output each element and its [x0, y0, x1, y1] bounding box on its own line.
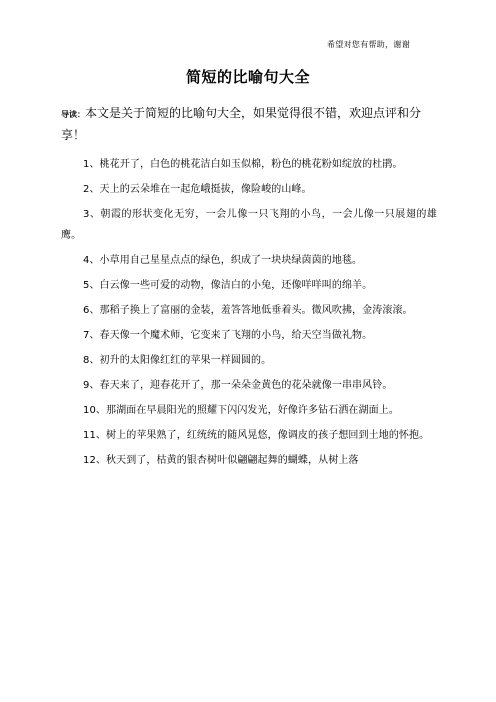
list-item: 3、朝霞的形状变化无穷，一会儿像一只飞翔的小鸟，一会儿像一只展翅的雄鹰。 [61, 209, 437, 241]
header-note: 希望对您有帮助，谢谢 [327, 40, 410, 49]
list-item: 1、桃花开了，白色的桃花洁白如玉似棉，粉色的桃花粉如绽放的杜鹃。 [83, 159, 403, 170]
simile-list [61, 154, 437, 475]
intro-label: 导读： [61, 110, 85, 119]
list-item: 5、白云像一些可爱的动物，像洁白的小兔，还像咩咩叫的绵羊。 [83, 280, 373, 291]
list-item: 7、春天像一个魔术师，它变来了飞翔的小鸟，给天空当做礼物。 [83, 330, 373, 341]
intro-text: 本文是关于简短的比喻句大全，如果觉得很不错，欢迎点评和分享！ [61, 106, 422, 142]
list-item: 4、小草用自己星星点点的绿色，织成了一块块绿茵茵的地毯。 [83, 255, 363, 266]
list-item: 2、天上的云朵堆在一起危峨挺拔，像险峻的山峰。 [83, 184, 312, 195]
list-item: 9、春天来了，迎春花开了，那一朵朵金黄色的花朵就像一串串风铃。 [83, 380, 393, 391]
list-item: 11、树上的苹果熟了，红统统的随风晃悠，像调皮的孩子想回到土地的怀抱。 [83, 430, 430, 441]
list-item: 8、初升的太阳像红红的苹果一样圆圆的。 [83, 355, 272, 366]
list-item: 6、那稻子换上了富丽的金装，羞答答地低垂着头。微风吹拂，金涛滚滚。 [83, 305, 413, 316]
page-title: 简短的比喻句大全 [185, 68, 310, 86]
intro-paragraph [61, 103, 437, 146]
list-item: 12、秋天到了，枯黄的银杏树叶似翩翩起舞的蝴蝶，从树上落 [83, 455, 359, 466]
list-item: 10、那湖面在早晨阳光的照耀下闪闪发光，好像许多钻石洒在湖面上。 [83, 405, 399, 416]
